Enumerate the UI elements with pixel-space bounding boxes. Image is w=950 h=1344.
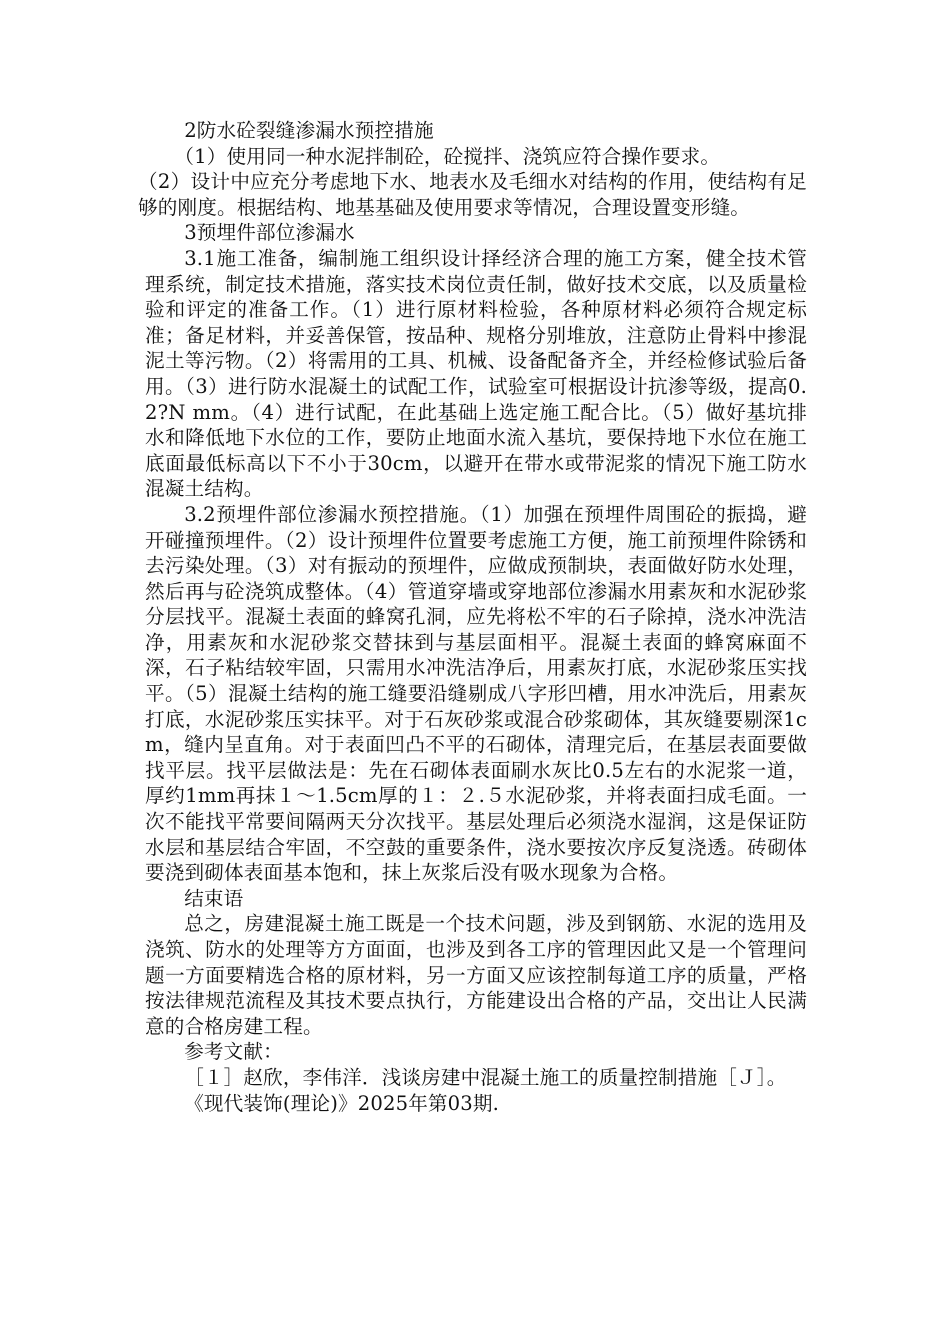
section-heading-3: 3预埋件部位渗漏水 (184, 221, 355, 245)
section-heading-2: 2防水砼裂缝渗漏水预控措施 (184, 119, 434, 142)
reference-item-1: ［１］赵欣，李伟洋．浅谈房建中混凝土施工的质量控制措施［Ｊ］。 (184, 1065, 787, 1089)
paragraph-3-2: 3.2预埋件部位渗漏水预控措施。（1）加强在预埋件周围砼的振捣，避开碰撞预埋件。（2）设计预埋件位置要考虑施工方便，施工前预埋件除锈和去污染处理。（3）对有振动的预埋件，应做成预制块，表面做好防水处理，然后再与砼浇筑成整体。（4）管道穿墙或穿地部位渗漏水用素灰和水泥砂浆分层找平。混凝土表面的蜂窝孔洞，应先将松不牢的石子除掉，浇水冲洗洁净，用素灰和水泥砂浆交替抹到与基层面相平。混凝土表面的蜂窝麻面不深，石子粘结较牢固，只需用水冲洗洁净后，用素灰打底，水泥砂浆压实找平。（5）混凝土结构的施工缝要沿缝剔成八字形凹槽，用水冲洗后，用素灰打底，水泥砂浆压实抹平。对于石灰砂浆或混合砂浆砌体，其灰缝要剔深1cm，缝内呈直角。对于表面凹凸不平的石砌体，清理完后，在基层表面要做找平层。找平层做法是：先在石砌体表面刷水灰比0.5左右的水泥浆一道，厚约1mm再抹１～1.5cm厚的１：２.５水泥砂浆，并将表面扫成毛面。一次不能找平常要间隔两天分次找平。基层处理后必须浇水湿润，这是保证防水层和基层结合牢固，不空鼓的重要条件，浇水要按次序反复浇透。砖砌体要浇到砌体表面基本饱和，抹上灰浆后没有吸水现象为合格。 (145, 502, 807, 885)
document-body (138, 118, 807, 1116)
conclusion-paragraph: 总之，房建混凝土施工既是一个技术问题，涉及到钢筋、水泥的选用及浇筑、防水的处理等方方面面，也涉及到各工序的管理因此又是一个管理问题一方面要精选合格的原材料，另一方面又应该控制每道工序的质量，严格按法律规范流程及其技术要点执行，方能建设出合格的产品，交出让人民满意的合格房建工程。 (145, 912, 807, 1038)
paragraph-2-1: （1）使用同一种水泥拌制砼，砼搅拌、浇筑应符合操作要求。 (174, 144, 721, 168)
paragraph-3-1: 3.1施工准备，编制施工组织设计择经济合理的施工方案，健全技术管理系统，制定技术措施，落实技术岗位责任制，做好技术交底，以及质量检验和评定的准备工作。（1）进行原材料检验，各种原材料必须符合规定标准；备足材料，并妥善保管，按品种、规格分别堆放，注意防止骨料中掺混泥土等污物。（2）将需用的工具、机械、设备配备齐全，并经检修试验后备用。（3）进行防水混凝土的试配工作，试验室可根据设计抗渗等级，提高0.2?N mm。（4）进行试配，在此基础上选定施工配合比。（5）做好基坑排水和降低地下水位的工作，要防止地面水流入基坑，要保持地下水位在施工底面最低标高以下不小于30cm，以避开在带水或带泥浆的情况下施工防水混凝土结构。 (145, 246, 807, 501)
conclusion-heading: 结束语 (184, 886, 244, 910)
paragraph-2-2: （2）设计中应充分考虑地下水、地表水及毛细水对结构的作用，使结构有足够的刚度。根据结构、地基基础及使用要求等情况，合理设置变形缝。 (138, 170, 807, 219)
references-heading: 参考文献： (184, 1040, 283, 1064)
publication-source: 《现代装饰(理论)》2025年第03期. (184, 1091, 500, 1115)
